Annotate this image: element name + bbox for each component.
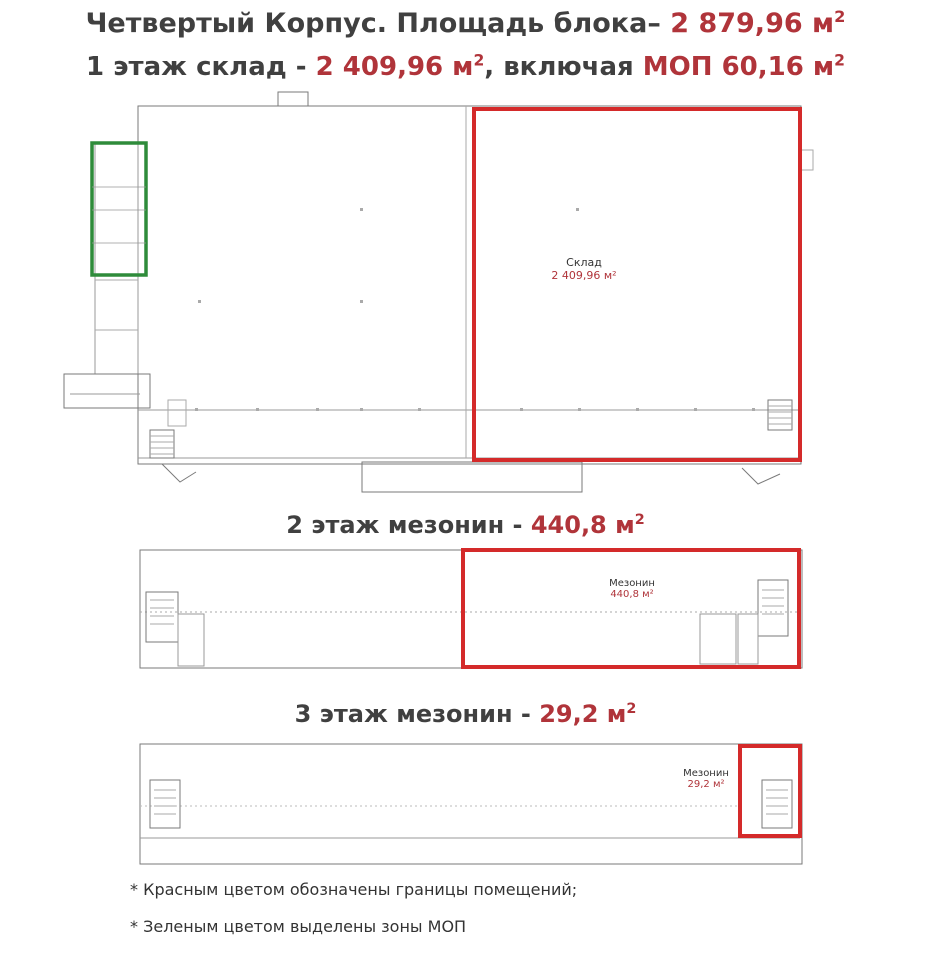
total-area: 2 879,96 $м^2$ <box>670 7 846 39</box>
floor3-heading-area: 29,2 $м^2$ <box>539 700 637 728</box>
floor2-heading-area: 440,8 $м^2$ <box>530 511 645 539</box>
warehouse-name: Склад <box>566 256 602 269</box>
floor3-outline <box>140 744 802 864</box>
note-green-mop: * Зеленым цветом выделены зоны МОП <box>130 917 467 936</box>
floor3-heading-text: 3 этаж мезонин - <box>294 700 531 728</box>
floor1-including: , включая <box>484 52 634 82</box>
floor3-plan <box>140 744 802 864</box>
floor2-mezzanine-name: Мезонин <box>609 578 655 589</box>
floor3-mezzanine-name: Мезонин <box>683 768 729 779</box>
mop-area: МОП 60,16 $м^2$ <box>642 51 845 82</box>
stairs-right-outer <box>742 468 780 484</box>
floor2-stairs-right <box>758 580 788 636</box>
stairs-left-outer <box>162 464 196 482</box>
floor2-outline <box>140 550 802 668</box>
bottom-annex <box>362 462 582 492</box>
floor3-stairs-left <box>150 780 180 828</box>
floor2-heading <box>0 511 931 539</box>
floor2-mezzanine-area: 440,8 м² <box>610 589 654 600</box>
floor3-mezzanine-area: 29,2 м² <box>687 779 725 790</box>
floor3-mezzanine-label <box>670 768 742 790</box>
floor3-stairs-right <box>762 780 792 828</box>
left-strip <box>95 142 138 374</box>
warehouse-border <box>474 109 800 460</box>
warehouse-label <box>534 256 634 282</box>
title-text: Четвертый Корпус. Площадь блока– <box>85 8 661 39</box>
stairs-right <box>768 400 792 430</box>
top-annex <box>278 92 308 106</box>
floor2-plan <box>140 550 802 668</box>
floor3-heading <box>0 700 931 728</box>
floor1-plan <box>64 92 813 492</box>
floor3-mezzanine-border <box>740 746 800 836</box>
floor1-heading-text: 1 этаж склад - <box>86 52 307 82</box>
left-entrance <box>64 374 150 408</box>
floor1-area: 2 409,96 $м^2$ <box>315 51 485 82</box>
warehouse-area: 2 409,96 м² <box>551 269 617 282</box>
note-red-borders: * Красным цветом обозначены границы помещений; <box>130 880 578 899</box>
floor2-heading-text: 2 этаж мезонин - <box>286 511 523 539</box>
floor2-mezzanine-label <box>582 578 682 600</box>
floor2-mezzanine-border <box>463 550 799 667</box>
